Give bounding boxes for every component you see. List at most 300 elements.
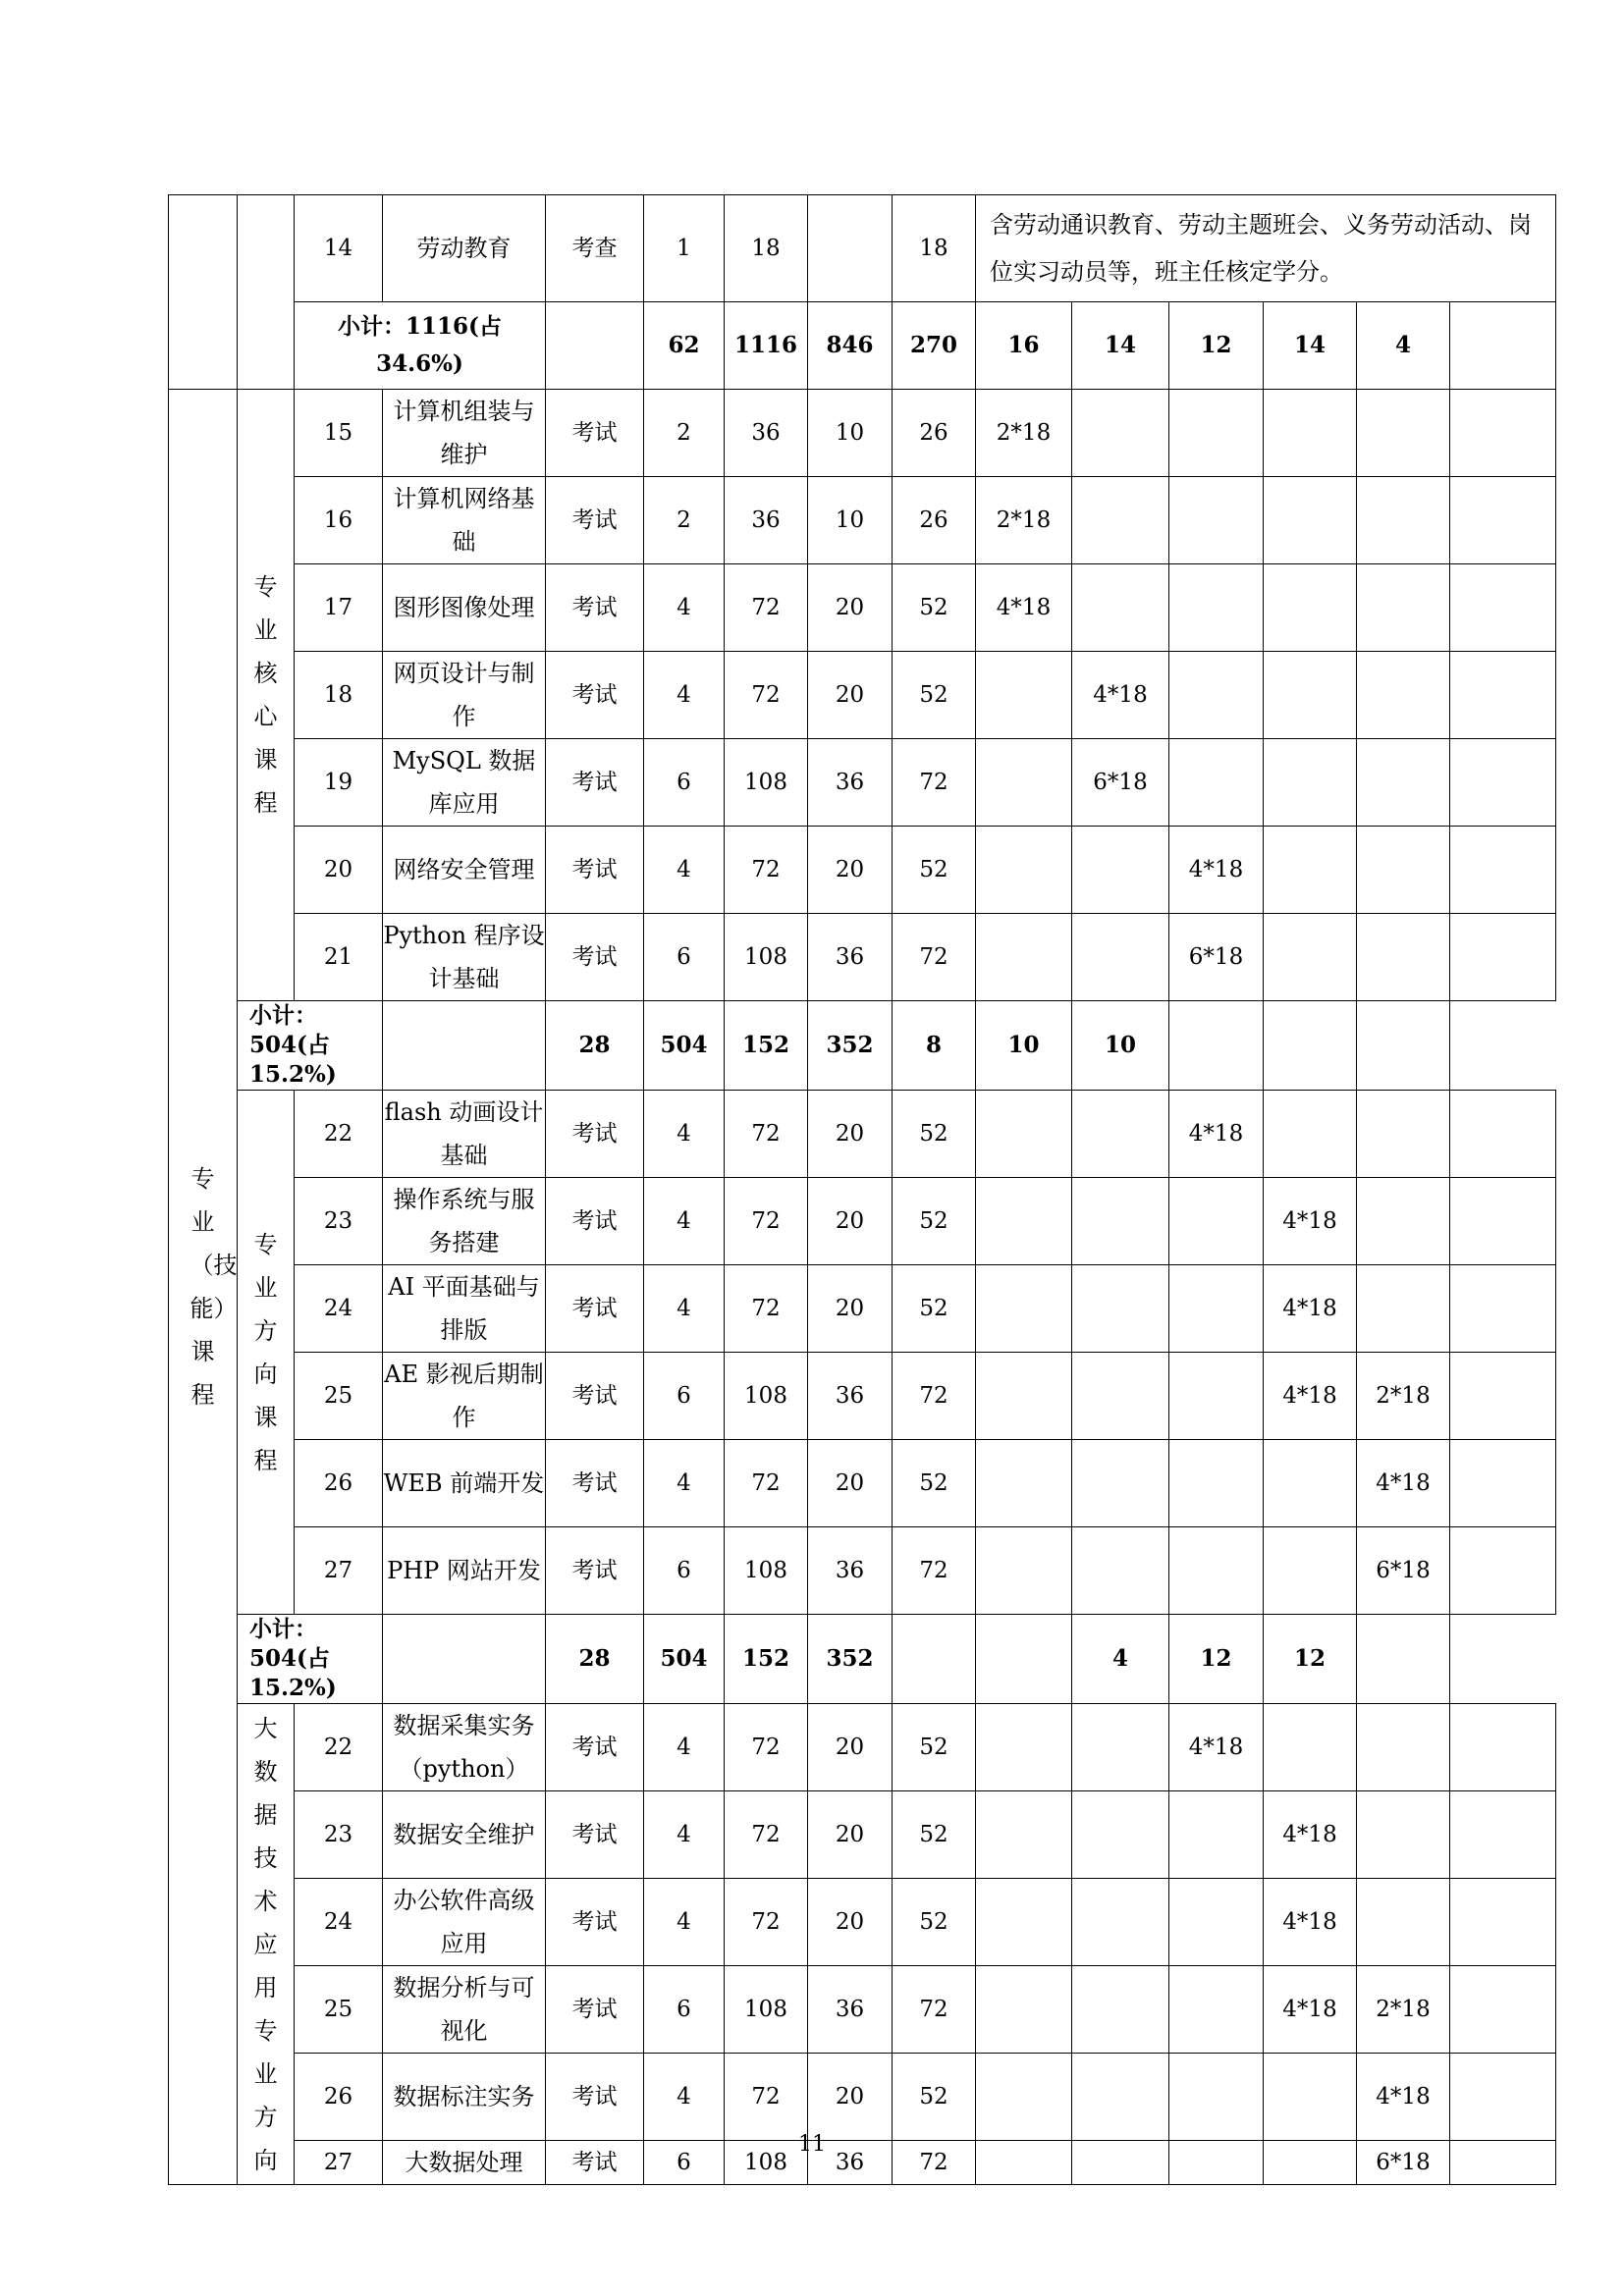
- table-row: [169, 195, 1556, 302]
- course-name: PHP 网站开发: [383, 1527, 546, 1615]
- semester-5-hours: [1357, 1091, 1450, 1178]
- subtotal-semester-2: 14: [1072, 302, 1169, 390]
- course-row: [169, 739, 1556, 827]
- assessment-type: 考试: [546, 390, 644, 477]
- subtotal-credit: 62: [644, 302, 725, 390]
- subtotal-blank: [383, 1615, 546, 1704]
- total-hours: 108: [725, 739, 808, 827]
- semester-1-hours: [976, 1966, 1072, 2054]
- semester-2-hours: [1072, 1440, 1169, 1527]
- course-number: 27: [295, 1527, 383, 1615]
- subtotal-practice: 352: [808, 1001, 893, 1091]
- semester-3-hours: [1169, 652, 1264, 739]
- course-row: [169, 1265, 1556, 1353]
- total-hours: 72: [725, 1440, 808, 1527]
- semester-5-hours: 6*18: [1357, 2141, 1450, 2185]
- theory-hours: 20: [808, 1879, 893, 1966]
- semester-4-hours: [1264, 1527, 1357, 1615]
- practice-hours: 72: [893, 2141, 976, 2185]
- semester-6-hours: [1450, 1091, 1556, 1178]
- theory-hours: 36: [808, 1527, 893, 1615]
- category-bigdata: [238, 1704, 295, 2185]
- assessment-type: 考试: [546, 1440, 644, 1527]
- semester-2-hours: [1072, 1527, 1169, 1615]
- course-name: 大数据处理: [383, 2141, 546, 2185]
- subtotal-semester-5: 4: [1357, 302, 1450, 390]
- course-number: 18: [295, 652, 383, 739]
- subtotal-semester-3: 4: [1072, 1615, 1169, 1704]
- subtotal-row: [169, 1615, 1556, 1704]
- course-name: 数据安全维护: [383, 1791, 546, 1879]
- theory-hours: 20: [808, 1791, 893, 1879]
- semester-5-hours: [1357, 652, 1450, 739]
- subtotal-semester-3: 12: [1169, 302, 1264, 390]
- practice-hours: 72: [893, 1353, 976, 1440]
- semester-2-hours: [1072, 1791, 1169, 1879]
- theory-hours: 10: [808, 477, 893, 564]
- course-number: 24: [295, 1879, 383, 1966]
- semester-6-hours: [1450, 1879, 1556, 1966]
- category-major: [169, 390, 238, 2185]
- assessment-type: 考试: [546, 1527, 644, 1615]
- semester-2-hours: [1072, 914, 1169, 1001]
- semester-2-hours: [1072, 1091, 1169, 1178]
- total-hours: 72: [725, 1791, 808, 1879]
- course-number: 26: [295, 2054, 383, 2141]
- credit: 4: [644, 564, 725, 652]
- semester-4-hours: [1264, 564, 1357, 652]
- semester-1-hours: [976, 1353, 1072, 1440]
- semester-2-hours: [1072, 1178, 1169, 1265]
- semester-6-hours: [1450, 2054, 1556, 2141]
- semester-3-hours: [1169, 739, 1264, 827]
- course-row: [169, 390, 1556, 477]
- semester-4-hours: 4*18: [1264, 1879, 1357, 1966]
- practice-hours: 52: [893, 652, 976, 739]
- practice-hours: 72: [893, 914, 976, 1001]
- remark-note: 含劳动通识教育、劳动主题班会、义务劳动活动、岗位实习动员等，班主任核定学分。: [976, 195, 1556, 302]
- credit: 6: [644, 1527, 725, 1615]
- credit: 4: [644, 1791, 725, 1879]
- assessment-type: 考试: [546, 1178, 644, 1265]
- category-core: [238, 390, 295, 1001]
- assessment-type: 考试: [546, 1966, 644, 2054]
- subtotal-theory: 152: [725, 1001, 808, 1091]
- course-number: 23: [295, 1178, 383, 1265]
- semester-3-hours: [1169, 390, 1264, 477]
- theory-hours: 20: [808, 1704, 893, 1791]
- course-number: 23: [295, 1791, 383, 1879]
- semester-1-hours: 2*18: [976, 390, 1072, 477]
- semester-4-hours: 4*18: [1264, 1178, 1357, 1265]
- assessment-type: 考试: [546, 1879, 644, 1966]
- semester-4-hours: 4*18: [1264, 1966, 1357, 2054]
- course-number: 26: [295, 1440, 383, 1527]
- course-name: 计算机组装与维护: [383, 390, 546, 477]
- credit: 4: [644, 2054, 725, 2141]
- course-row: [169, 564, 1556, 652]
- subtotal-semester-6: [1357, 1001, 1450, 1091]
- subtotal-blank: [546, 302, 644, 390]
- semester-4-hours: [1264, 827, 1357, 914]
- page-number: 11: [798, 2132, 826, 2157]
- assessment-type: 考试: [546, 739, 644, 827]
- course-number: 22: [295, 1091, 383, 1178]
- category-direction: [238, 1091, 295, 1615]
- theory-hours: 20: [808, 827, 893, 914]
- course-name: 网络安全管理: [383, 827, 546, 914]
- subtotal-semester-4: [1169, 1001, 1264, 1091]
- subtotal-semester-5: 12: [1264, 1615, 1357, 1704]
- semester-2-hours: [1072, 1966, 1169, 2054]
- course-number: 25: [295, 1353, 383, 1440]
- theory-hours: 36: [808, 739, 893, 827]
- semester-6-hours: [1450, 1440, 1556, 1527]
- practice-hours: 72: [893, 1527, 976, 1615]
- theory-hours: 20: [808, 564, 893, 652]
- assessment-type: 考试: [546, 1265, 644, 1353]
- semester-6-hours: [1450, 1353, 1556, 1440]
- category-bigdata-text: 大数据技术应用专业方向: [253, 1714, 278, 2174]
- course-name: 办公软件高级应用: [383, 1879, 546, 1966]
- course-number: 27: [295, 2141, 383, 2185]
- course-row: [169, 1353, 1556, 1440]
- total-hours: 72: [725, 1879, 808, 1966]
- subtotal-blank: [383, 1001, 546, 1091]
- subtotal-theory: 846: [808, 302, 893, 390]
- credit: 6: [644, 2141, 725, 2185]
- semester-3-hours: [1169, 1178, 1264, 1265]
- credit: 6: [644, 739, 725, 827]
- total-hours: 36: [725, 477, 808, 564]
- course-number: 24: [295, 1265, 383, 1353]
- semester-1-hours: [976, 1091, 1072, 1178]
- theory-hours: 20: [808, 1265, 893, 1353]
- course-number: 17: [295, 564, 383, 652]
- practice-hours: 72: [893, 1966, 976, 2054]
- semester-6-hours: [1450, 652, 1556, 739]
- semester-2-hours: [1072, 1704, 1169, 1791]
- subtotal-row: [169, 302, 1556, 390]
- total-hours: 18: [725, 195, 808, 302]
- practice-hours: 18: [893, 195, 976, 302]
- semester-4-hours: [1264, 652, 1357, 739]
- semester-6-hours: [1450, 914, 1556, 1001]
- practice-hours: 26: [893, 390, 976, 477]
- semester-1-hours: [976, 1704, 1072, 1791]
- semester-2-hours: [1072, 1879, 1169, 1966]
- category-major-text: 专业（技能）课程: [189, 1165, 238, 1409]
- semester-3-hours: [1169, 1791, 1264, 1879]
- total-hours: 108: [725, 1527, 808, 1615]
- theory-hours: 36: [808, 1353, 893, 1440]
- practice-hours: 26: [893, 477, 976, 564]
- semester-5-hours: [1357, 477, 1450, 564]
- semester-1-hours: [976, 1440, 1072, 1527]
- course-row: [169, 1091, 1556, 1178]
- semester-6-hours: [1450, 477, 1556, 564]
- practice-hours: 72: [893, 739, 976, 827]
- semester-6-hours: [1450, 827, 1556, 914]
- credit: 4: [644, 1704, 725, 1791]
- semester-2-hours: [1072, 390, 1169, 477]
- semester-5-hours: [1357, 1265, 1450, 1353]
- semester-2-hours: [1072, 1265, 1169, 1353]
- semester-6-hours: [1450, 564, 1556, 652]
- total-hours: 72: [725, 1704, 808, 1791]
- semester-3-hours: 4*18: [1169, 827, 1264, 914]
- course-row: [169, 1527, 1556, 1615]
- course-name: MySQL 数据库应用: [383, 739, 546, 827]
- semester-4-hours: 4*18: [1264, 1791, 1357, 1879]
- semester-3-hours: [1169, 1527, 1264, 1615]
- course-number: 21: [295, 914, 383, 1001]
- semester-4-hours: [1264, 1091, 1357, 1178]
- course-name: 劳动教育: [383, 195, 546, 302]
- theory-hours: 20: [808, 1178, 893, 1265]
- theory-hours: 36: [808, 1966, 893, 2054]
- practice-hours: 52: [893, 1704, 976, 1791]
- semester-3-hours: [1169, 1440, 1264, 1527]
- course-number: 15: [295, 390, 383, 477]
- subtotal-semester-5: [1264, 1001, 1357, 1091]
- course-number: 22: [295, 1704, 383, 1791]
- course-name: WEB 前端开发: [383, 1440, 546, 1527]
- assessment-type: 考试: [546, 1704, 644, 1791]
- assessment-type: 考试: [546, 477, 644, 564]
- course-row: [169, 1791, 1556, 1879]
- course-row: [169, 477, 1556, 564]
- semester-4-hours: [1264, 1704, 1357, 1791]
- course-name: 操作系统与服务搭建: [383, 1178, 546, 1265]
- credit: 4: [644, 1091, 725, 1178]
- course-number: 19: [295, 739, 383, 827]
- credit: 6: [644, 1353, 725, 1440]
- assessment-type: 考试: [546, 827, 644, 914]
- credit: 4: [644, 1879, 725, 1966]
- semester-1-hours: 2*18: [976, 477, 1072, 564]
- semester-2-hours: [1072, 564, 1169, 652]
- theory-hours: 10: [808, 390, 893, 477]
- semester-2-hours: [1072, 1353, 1169, 1440]
- subtotal-hours: 1116: [725, 302, 808, 390]
- category-core-text: 专业核心课程: [253, 573, 278, 817]
- category-direction-text: 专业方向课程: [253, 1230, 278, 1474]
- course-row: [169, 2054, 1556, 2141]
- semester-3-hours: 4*18: [1169, 1091, 1264, 1178]
- total-hours: 72: [725, 1265, 808, 1353]
- semester-1-hours: [976, 914, 1072, 1001]
- semester-4-hours: 4*18: [1264, 1353, 1357, 1440]
- semester-6-hours: [1450, 1704, 1556, 1791]
- semester-6-hours: [1450, 1178, 1556, 1265]
- credit: 6: [644, 914, 725, 1001]
- semester-5-hours: [1357, 739, 1450, 827]
- semester-5-hours: [1357, 1879, 1450, 1966]
- semester-5-hours: 2*18: [1357, 1353, 1450, 1440]
- semester-6-hours: [1450, 1966, 1556, 2054]
- semester-5-hours: 2*18: [1357, 1966, 1450, 2054]
- total-hours: 72: [725, 1091, 808, 1178]
- subtotal-semester-4: 14: [1264, 302, 1357, 390]
- semester-1-hours: [976, 1791, 1072, 1879]
- total-hours: 108: [725, 1966, 808, 2054]
- course-name: AI 平面基础与排版: [383, 1265, 546, 1353]
- credit: 4: [644, 1178, 725, 1265]
- total-hours: 108: [725, 1353, 808, 1440]
- total-hours: 72: [725, 2054, 808, 2141]
- semester-2-hours: [1072, 2054, 1169, 2141]
- assessment-type: 考试: [546, 652, 644, 739]
- course-number: 20: [295, 827, 383, 914]
- course-number: 14: [295, 195, 383, 302]
- semester-6-hours: [1450, 739, 1556, 827]
- total-hours: 72: [725, 652, 808, 739]
- assessment-type: 考试: [546, 1091, 644, 1178]
- semester-2-hours: [1072, 477, 1169, 564]
- course-row: [169, 1178, 1556, 1265]
- theory-hours: 20: [808, 1091, 893, 1178]
- practice-hours: 52: [893, 1265, 976, 1353]
- course-row: [169, 1879, 1556, 1966]
- course-row: [169, 1704, 1556, 1791]
- subtotal-semester-2: [976, 1615, 1072, 1704]
- theory-hours: [808, 195, 893, 302]
- credit: 2: [644, 477, 725, 564]
- total-hours: 72: [725, 827, 808, 914]
- subtotal-label: 小计：504(占 15.2%): [238, 1001, 383, 1091]
- practice-hours: 52: [893, 1879, 976, 1966]
- semester-3-hours: [1169, 477, 1264, 564]
- credit: 4: [644, 1265, 725, 1353]
- subtotal-semester-2: 10: [976, 1001, 1072, 1091]
- subtotal-semester-6: [1450, 302, 1556, 390]
- credit: 6: [644, 1966, 725, 2054]
- semester-4-hours: 4*18: [1264, 1265, 1357, 1353]
- subtotal-hours: 504: [644, 1001, 725, 1091]
- total-hours: 108: [725, 914, 808, 1001]
- semester-6-hours: [1450, 390, 1556, 477]
- course-row: [169, 914, 1556, 1001]
- semester-2-hours: 4*18: [1072, 652, 1169, 739]
- course-name: 图形图像处理: [383, 564, 546, 652]
- assessment-type: 考试: [546, 2141, 644, 2185]
- semester-4-hours: [1264, 739, 1357, 827]
- semester-1-hours: [976, 1265, 1072, 1353]
- semester-4-hours: [1264, 477, 1357, 564]
- subtotal-semester-3: 10: [1072, 1001, 1169, 1091]
- practice-hours: 52: [893, 564, 976, 652]
- semester-4-hours: [1264, 914, 1357, 1001]
- semester-4-hours: [1264, 2054, 1357, 2141]
- practice-hours: 52: [893, 2054, 976, 2141]
- semester-2-hours: 6*18: [1072, 739, 1169, 827]
- semester-3-hours: [1169, 1879, 1264, 1966]
- assessment-type: 考试: [546, 564, 644, 652]
- practice-hours: 52: [893, 827, 976, 914]
- semester-5-hours: [1357, 564, 1450, 652]
- subtotal-semester-4: 12: [1169, 1615, 1264, 1704]
- subtotal-semester-1: [893, 1615, 976, 1704]
- subtotal-semester-1: 8: [893, 1001, 976, 1091]
- assessment-type: 考试: [546, 1353, 644, 1440]
- course-name: 数据分析与可视化: [383, 1966, 546, 2054]
- semester-5-hours: 6*18: [1357, 1527, 1450, 1615]
- semester-5-hours: [1357, 1178, 1450, 1265]
- course-row: [169, 652, 1556, 739]
- total-hours: 108: [725, 2141, 808, 2185]
- theory-hours: 20: [808, 1440, 893, 1527]
- category-blank-cell: [238, 195, 295, 390]
- theory-hours: 36: [808, 2141, 893, 2185]
- course-name: 网页设计与制作: [383, 652, 546, 739]
- semester-5-hours: [1357, 914, 1450, 1001]
- practice-hours: 52: [893, 1440, 976, 1527]
- subtotal-theory: 152: [725, 1615, 808, 1704]
- semester-6-hours: [1450, 1265, 1556, 1353]
- semester-1-hours: [976, 1879, 1072, 1966]
- course-plan-table: [168, 194, 1556, 2185]
- practice-hours: 52: [893, 1791, 976, 1879]
- semester-3-hours: [1169, 1265, 1264, 1353]
- category-blank-cell: [169, 195, 238, 390]
- semester-3-hours: [1169, 564, 1264, 652]
- semester-5-hours: [1357, 1704, 1450, 1791]
- credit: 2: [644, 390, 725, 477]
- total-hours: 36: [725, 390, 808, 477]
- course-row: [169, 1440, 1556, 1527]
- semester-5-hours: [1357, 827, 1450, 914]
- semester-1-hours: [976, 1527, 1072, 1615]
- semester-4-hours: [1264, 390, 1357, 477]
- course-name: 数据标注实务: [383, 2054, 546, 2141]
- total-hours: 72: [725, 1178, 808, 1265]
- semester-3-hours: 4*18: [1169, 1704, 1264, 1791]
- subtotal-semester-1: 16: [976, 302, 1072, 390]
- course-number: 16: [295, 477, 383, 564]
- subtotal-semester-6: [1357, 1615, 1450, 1704]
- subtotal-practice: 352: [808, 1615, 893, 1704]
- theory-hours: 20: [808, 2054, 893, 2141]
- semester-1-hours: 4*18: [976, 564, 1072, 652]
- course-name: Python 程序设计基础: [383, 914, 546, 1001]
- course-row: [169, 1966, 1556, 2054]
- course-name: 数据采集实务（python）: [383, 1704, 546, 1791]
- semester-1-hours: [976, 652, 1072, 739]
- semester-1-hours: [976, 1178, 1072, 1265]
- assessment-type: 考试: [546, 2054, 644, 2141]
- total-hours: 72: [725, 564, 808, 652]
- subtotal-practice: 270: [893, 302, 976, 390]
- practice-hours: 52: [893, 1178, 976, 1265]
- subtotal-label: 小计：1116(占34.6%): [295, 302, 546, 390]
- semester-4-hours: [1264, 1440, 1357, 1527]
- credit: 4: [644, 827, 725, 914]
- assessment-type: 考试: [546, 914, 644, 1001]
- semester-5-hours: 4*18: [1357, 1440, 1450, 1527]
- semester-1-hours: [976, 2054, 1072, 2141]
- semester-2-hours: [1072, 827, 1169, 914]
- semester-3-hours: [1169, 1966, 1264, 2054]
- assessment-type: 考试: [546, 1791, 644, 1879]
- semester-1-hours: [976, 827, 1072, 914]
- subtotal-label: 小计：504(占 15.2%): [238, 1615, 383, 1704]
- semester-6-hours: [1450, 1791, 1556, 1879]
- assessment-type: 考查: [546, 195, 644, 302]
- semester-5-hours: 4*18: [1357, 2054, 1450, 2141]
- credit: 1: [644, 195, 725, 302]
- theory-hours: 20: [808, 652, 893, 739]
